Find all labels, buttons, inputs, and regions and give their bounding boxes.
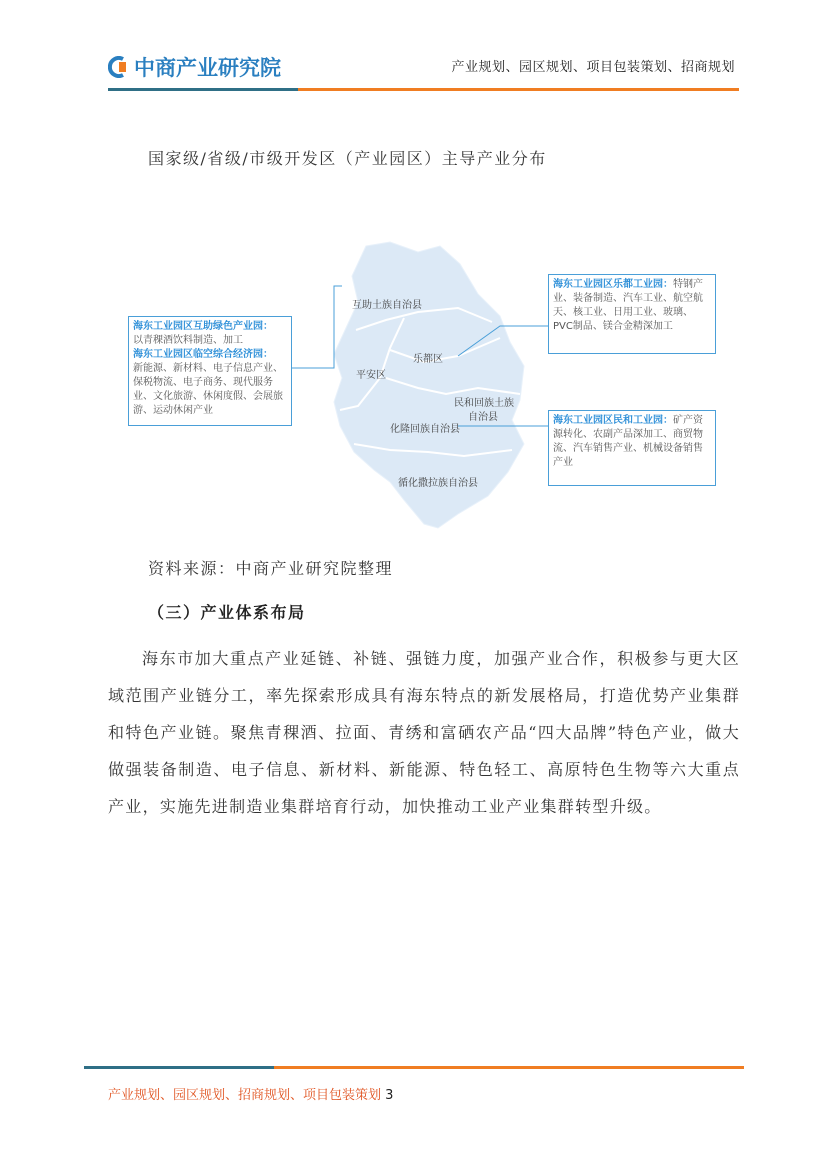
footer: [108, 1084, 393, 1103]
annotation-bottom-right-text: 矿产资源转化、农副产品深加工、商贸物流、汽车销售产业、机械设备销售产业: [553, 415, 703, 468]
page-number: 3: [385, 1088, 394, 1103]
annotation-top-right-title: 海东工业园区乐都工业园：: [553, 279, 673, 290]
footer-divider-orange: [274, 1066, 744, 1069]
map-label-ledu: 乐都区: [413, 354, 443, 365]
figure-caption: 国家级/省级/市级开发区（产业园区）主导产业分布: [148, 149, 547, 168]
annotation-left-text-1: 以青稞酒饮料制造、加工: [133, 335, 243, 346]
footer-tagline: 产业规划、园区规划、招商规划、项目包装策划: [108, 1088, 382, 1103]
annotation-top-right-text: 特钢产业、装备制造、汽车工业、航空航天、核工业、日用工业、玻璃、PVC制品、镁合金精深加工: [553, 279, 703, 332]
header-divider-blue: [108, 88, 298, 91]
annotation-left: [128, 316, 292, 426]
header-tagline: 产业规划、园区规划、项目包装策划、招商规划: [451, 60, 735, 75]
logo-text: 中商产业研究院: [134, 56, 281, 80]
section-title: （三）产业体系布局: [148, 603, 306, 622]
map-label-xunhua: 循化撒拉族自治县: [398, 478, 478, 489]
figure-source: 资料来源：中商产业研究院整理: [148, 559, 394, 578]
industry-distribution-map: [128, 238, 728, 538]
map-label-pingan: 平安区: [356, 370, 386, 381]
logo-icon: [108, 56, 130, 78]
annotation-top-right: [548, 274, 716, 354]
footer-divider-blue: [84, 1066, 274, 1069]
annotation-bottom-right: [548, 410, 716, 486]
map-label-hualong: 化隆回族自治县: [390, 424, 460, 435]
body-paragraph: 海东市加大重点产业延链、补链、强链力度，加强产业合作，积极参与更大区域范围产业链分工，率先探索形成具有海东特点的新发展格局，打造优势产业集群和特色产业链。聚焦青稞酒、拉面、青绣和富硒农产品“四大品牌”特色产业，做大做强装备制造、电子信息、新材料、新能源、特色轻工、高原特色生物等六大重点产业，实施先进制造业集群培育行动，加快推动工业产业集群转型升级。: [108, 649, 740, 816]
header-divider-orange: [298, 88, 739, 91]
annotation-left-title-2: 海东工业园区临空综合经济园：: [133, 349, 273, 360]
annotation-left-text-2: 新能源、新材料、电子信息产业、保税物流、电子商务、现代服务业、文化旅游、休闲度假、会展旅游、运动休闲产业: [133, 363, 283, 416]
company-logo: [108, 52, 281, 82]
annotation-left-title-1: 海东工业园区互助绿色产业园：: [133, 321, 273, 332]
map-label-huzhu: 互助土族自治县: [352, 300, 422, 311]
annotation-bottom-right-title: 海东工业园区民和工业园：: [553, 415, 673, 426]
map-label-minhe-2: 自治县: [468, 412, 498, 423]
map-label-minhe-1: 民和回族土族: [454, 398, 514, 409]
